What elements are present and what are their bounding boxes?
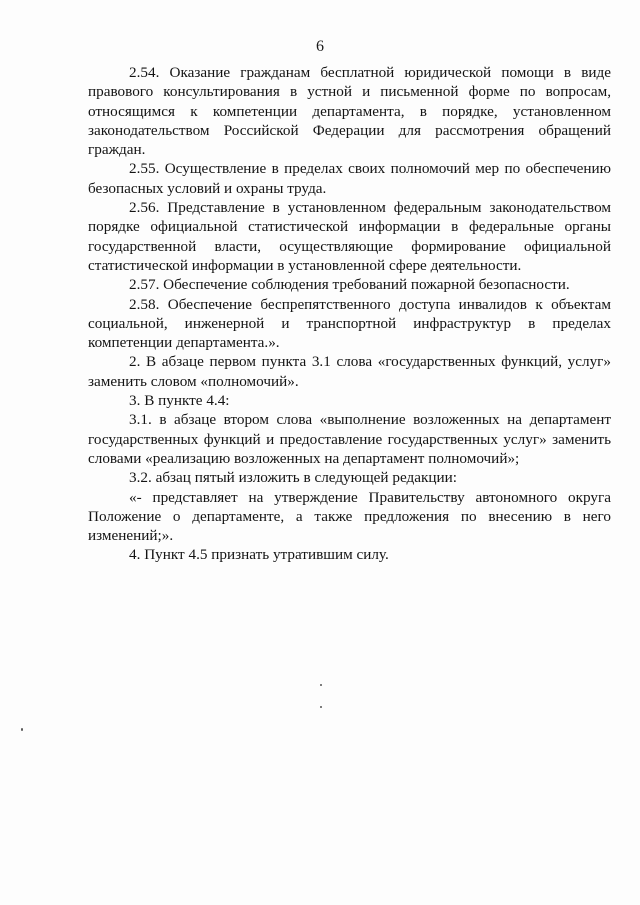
paragraph-2-58: 2.58. Обеспечение беспрепятственного доступа инвалидов к объектам социальной, инженерной и транспортной инфраструктур в пределах компетенции департамента.». <box>88 295 611 352</box>
scan-speck <box>320 706 322 708</box>
page-number: 6 <box>316 38 324 55</box>
paragraph-item-2: 2. В абзаце первом пункта 3.1 слова «государственных функций, услуг» заменить словом «полномочий». <box>88 353 611 390</box>
paragraph-item-4: 4. Пункт 4.5 признать утратившим силу. <box>129 546 389 564</box>
paragraph-2-55: 2.55. Осуществление в пределах своих полномочий мер по обеспечению безопасных условий и охраны труда. <box>88 160 611 197</box>
paragraph-quoted-text: «- представляет на утверждение Правительству автономного округа Положение о департаменте, а также предложения по внесению в него изменений;». <box>88 488 611 545</box>
paragraph-item-3-2: 3.2. абзац пятый изложить в следующей редакции: <box>129 469 457 487</box>
paragraph-2-54: 2.54. Оказание гражданам бесплатной юридической помощи в виде правового консультирования в устной и письменной форме по вопросам, относящимся к компетенции департамента, в порядке, установленном законодательством Российской Федерации для рассмотрения обращений граждан. <box>88 64 611 159</box>
scan-speck <box>21 728 23 731</box>
document-body <box>88 63 611 565</box>
paragraph-item-3-1: 3.1. в абзаце втором слова «выполнение возложенных на департамент государственных функций и предоставление государственных услуг» заменить словами «реализацию возложенных на департамент полномочий»; <box>88 411 611 467</box>
scan-speck <box>320 684 322 686</box>
paragraph-item-3: 3. В пункте 4.4: <box>129 392 230 410</box>
paragraph-2-56: 2.56. Представление в установленном федеральным законодательством порядке официальной статистической информации в федеральные органы государственной власти, осуществляющие формирование официальной статистической информации в установленной сфере деятельности. <box>88 199 611 274</box>
paragraph-2-57: 2.57. Обеспечение соблюдения требований пожарной безопасности. <box>129 276 570 294</box>
